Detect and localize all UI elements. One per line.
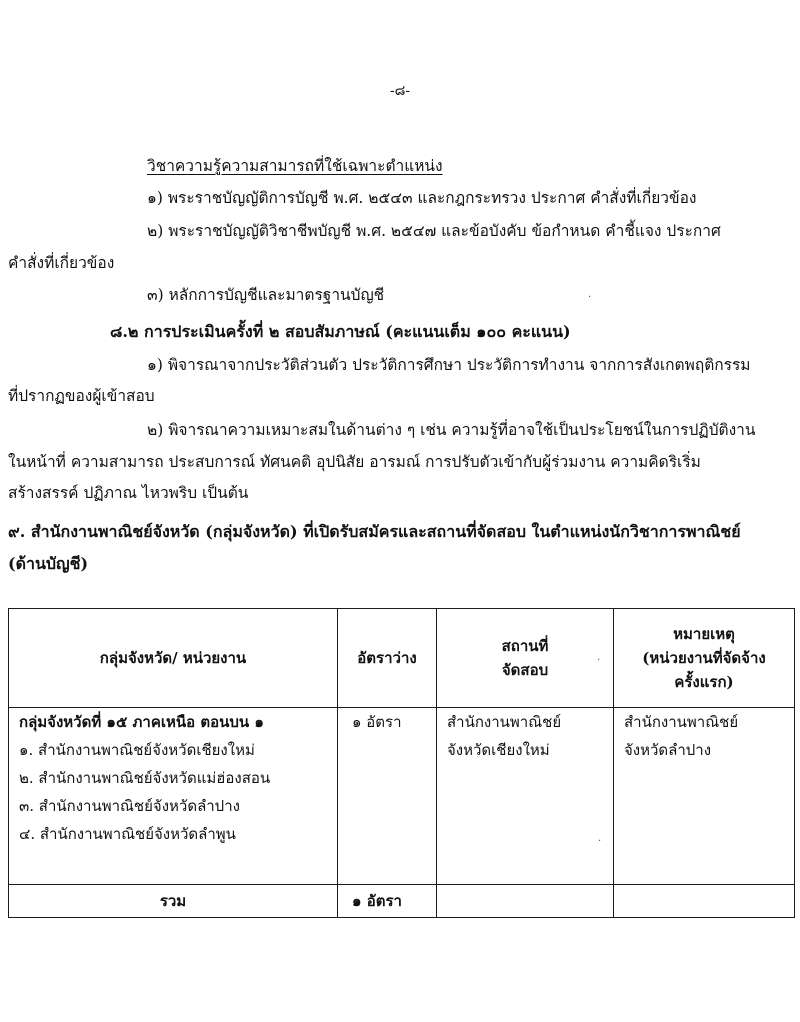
scan-speck: · [588,292,592,303]
subject-item-2-cont: คำสั่งที่เกี่ยวข้อง [8,254,115,272]
header-venue-line-1: สถานที่ [501,637,549,655]
total-venue-empty [437,885,614,918]
header-note-line-2: (หน่วยงานที่จัดจ้าง [642,649,766,667]
subject-item-2: ๒) พระราชบัญญัติวิชาชีพบัญชี พ.ศ. ๒๕๔๗ และข้อบังคับ ข้อกำหนด คำชี้แจง ประกาศ [147,222,721,240]
section-8-2-item-1-line-1: ๑) พิจารณาจากประวัติส่วนตัว ประวัติการศึกษา ประวัติการทำงาน จากการสังเกตพฤติกรรม [147,356,751,374]
unit-item: ๒. สำนักงานพาณิชย์จังหวัดแม่ฮ่องสอน [19,769,271,787]
cell-vacancy [338,708,437,885]
scan-speck: · [597,655,601,666]
header-note-line-1: หมายเหตุ [673,625,735,643]
unit-item: ๑. สำนักงานพาณิชย์จังหวัดเชียงใหม่ [19,741,255,759]
scan-speck: · [598,836,602,847]
group-title: กลุ่มจังหวัดที่ ๑๕ ภาคเหนือ ตอนบน ๑ [19,713,264,731]
header-note-line-3: ครั้งแรก) [674,673,734,691]
cell-note [614,708,795,885]
page-number: -๘- [389,83,411,99]
header-venue-line-2: จัดสอบ [501,661,549,679]
header-vacancy [338,609,437,708]
subject-item-1: ๑) พระราชบัญญัติการบัญชี พ.ศ. ๒๕๔๓ และกฎกระทรวง ประกาศ คำสั่งที่เกี่ยวข้อง [147,189,697,207]
total-vacancy: ๑ อัตรา [338,885,437,918]
vacancy-table [8,608,795,918]
cell-group [9,708,338,885]
section-8-2-item-2-line-2: ในหน้าที่ ความสามารถ ประสบการณ์ ทัศนคติ อุปนิสัย อารมณ์ การปรับตัวเข้ากับผู้ร่วมงาน ความคิดริเริ่ม [8,453,701,471]
section-8-2-heading: ๘.๒ การประเมินครั้งที่ ๒ สอบสัมภาษณ์ (คะแนนเต็ม ๑๐๐ คะแนน) [110,322,571,341]
table-row [9,708,795,885]
table-total-row [9,885,795,918]
total-label: รวม [9,885,338,918]
unit-item: ๔. สำนักงานพาณิชย์จังหวัดลำพูน [19,825,236,843]
section-8-2-item-2-line-1: ๒) พิจารณาความเหมาะสมในด้านต่าง ๆ เช่น ความรู้ที่อาจใช้เป็นประโยชน์ในการปฏิบัติงาน [147,421,756,439]
section-8-2-item-2-line-3: สร้างสรรค์ ปฏิภาณ ไหวพริบ เป็นต้น [8,484,249,502]
header-venue [437,609,614,708]
section-9-heading-line-2: (ด้านบัญชี) [8,554,89,573]
vacancy-value: ๑ อัตรา [352,713,402,731]
cell-venue [437,708,614,885]
subject-title: วิชาความรู้ความสามารถที่ใช้เฉพาะตำแหน่ง [147,157,443,175]
venue-line-1: สำนักงานพาณิชย์ [447,713,562,731]
header-note [614,609,795,708]
note-line-1: สำนักงานพาณิชย์ [624,713,739,731]
header-vacancy-label: อัตราว่าง [357,649,417,667]
total-note-empty [614,885,795,918]
venue-line-2: จังหวัดเชียงใหม่ [447,741,550,759]
table-header-row [9,609,795,708]
header-group [9,609,338,708]
unit-item: ๓. สำนักงานพาณิชย์จังหวัดลำปาง [19,797,240,815]
section-9-heading-line-1: ๙. สำนักงานพาณิชย์จังหวัด (กลุ่มจังหวัด) ที่เปิดรับสมัครและสถานที่จัดสอบ ในตำแหน่งนักวิชาการพาณิชย์ [8,522,741,541]
section-8-2-item-1-line-2: ที่ปรากฏของผู้เข้าสอบ [8,387,155,405]
note-line-2: จังหวัดลำปาง [624,741,712,759]
subject-item-3: ๓) หลักการบัญชีและมาตรฐานบัญชี [147,286,385,304]
header-group-label: กลุ่มจังหวัด/ หน่วยงาน [99,649,247,667]
